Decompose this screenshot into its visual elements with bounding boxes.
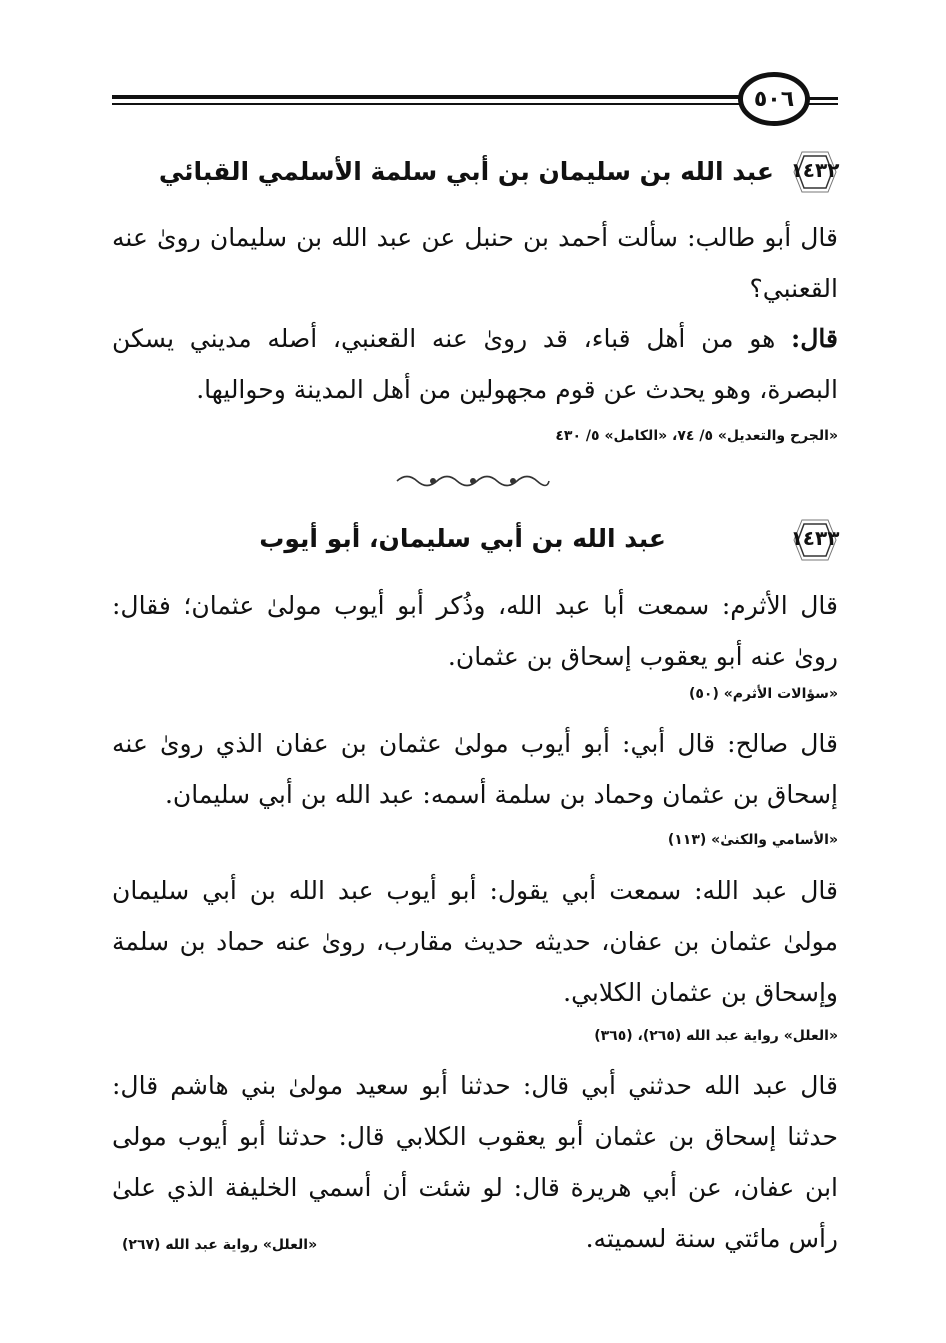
header-rule-right-thin [808,103,838,105]
paragraph-text: قال أبو طالب: سألت أحمد بن حنبل عن عبد الله بن سليمان روىٰ عنه القعنبي؟ [112,223,838,303]
paragraph [112,580,838,682]
header-rule [112,95,740,99]
paragraph-text: قال عبد الله: سمعت أبي يقول: أبو أيوب عبد الله بن أبي سليمان مولىٰ عثمان بن عفان، حديثه حديث مقارب، روىٰ عنه حماد بن سلمة وإسحاق بن عثمان الكلابي. [112,876,838,1007]
source-citation: «الأسامي والكنىٰ» (١١٣) [667,832,838,848]
source-citation: «سؤالات الأثرم» (٥٠) [688,686,838,702]
paragraph [112,313,838,415]
header-rule-right [808,97,838,100]
entry-number-badge [790,150,840,194]
paragraph-text: هو من أهل قباء، قد روىٰ عنه القعنبي، أصله مديني يسكن البصرة، وهو يحدث عن قوم مجهولين من أهل المدينة وحواليها. [112,324,838,404]
paragraph [112,212,838,314]
entry-title: عبد الله بن أبي سليمان، أبو أيوب [259,524,666,553]
paragraph-text: قال الأثرم: سمعت أبا عبد الله، وذُكر أبو أيوب مولىٰ عثمان؛ فقال: روىٰ عنه أبو يعقوب إسحاق بن عثمان. [112,591,838,671]
page-number-badge [738,72,810,126]
paragraph [112,718,838,820]
entry-number-badge [790,518,840,562]
source-citation: «الجرح والتعديل» ٥/ ٧٤، «الكامل» ٥/ ٤٣٠ [555,428,838,444]
entry-title: عبد الله بن سليمان بن أبي سلمة الأسلمي القبائي [158,157,774,186]
separator-ornament-icon [393,470,553,492]
entry-number: ١٤٣٣ [790,526,840,550]
paragraph-text: قال عبد الله حدثني أبي قال: حدثنا أبو سعيد مولىٰ بني هاشم قال: حدثنا إسحاق بن عثمان أبو يعقوب الكلابي قال: حدثنا أبو أيوب مولى ابن عفان، عن أبي هريرة قال: لو شئت أن أسمي الخليفة الذي علىٰ رأس مائتي سنة لسميته. [112,1071,838,1253]
paragraph [112,1060,838,1264]
paragraph-lead: قال: [791,324,838,353]
paragraph [112,865,838,1018]
page-number: ٥٠٦ [753,86,795,112]
source-citation: «العلل» رواية عبد الله (٢٦٥)، (٣٦٥) [594,1028,838,1044]
header-rule-thin [112,103,740,105]
paragraph-text: قال صالح: قال أبي: أبو أيوب مولىٰ عثمان بن عفان الذي روىٰ عنه إسحاق بن عثمان وحماد بن سلمة أسمه: عبد الله بن أبي سليمان. [112,729,838,809]
entry-number: ١٤٣٢ [790,158,840,182]
source-citation: «العلل» رواية عبد الله (٢٦٧) [122,1237,318,1253]
